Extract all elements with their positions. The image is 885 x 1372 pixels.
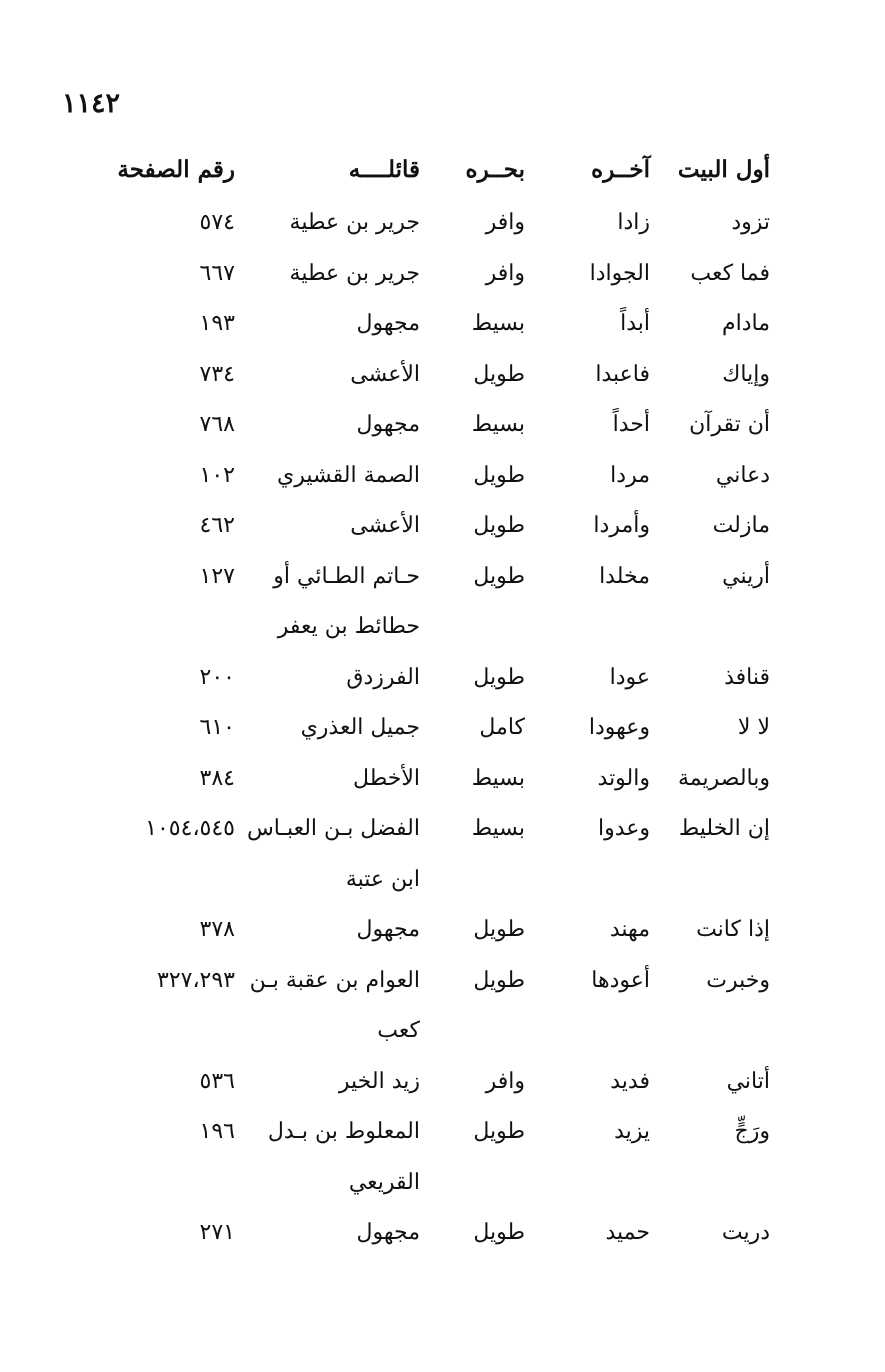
cell-first-word: لا لا [737, 715, 770, 740]
cell-poet: حطائط بن يعفر [277, 614, 420, 639]
cell-poet: مجهول [356, 917, 420, 942]
cell-poet: المعلوط بن بـدل [267, 1119, 420, 1144]
cell-meter: طويل [473, 664, 525, 690]
cell-last-word: أحداً [612, 412, 650, 437]
cell-poet: الأعشى [350, 361, 420, 387]
page-number: ١١٤٢ [62, 88, 121, 119]
cell-meter: وافر [485, 260, 525, 286]
cell-page-ref: ١٢٧ [199, 563, 235, 589]
table-row [90, 1062, 770, 1113]
table-row [90, 658, 770, 709]
cell-page-ref: ٥٧٤ [199, 210, 235, 235]
cell-meter: بسيط [471, 816, 525, 841]
cell-last-word: عودا [609, 664, 650, 690]
cell-meter: طويل [473, 361, 525, 387]
table-row [90, 355, 770, 406]
cell-meter: كامل [479, 715, 525, 740]
table-row [90, 759, 770, 810]
cell-page-ref: ١٩٦ [199, 1119, 235, 1144]
cell-poet: القريعي [348, 1169, 420, 1195]
cell-first-word: تزود [731, 210, 770, 235]
header-meter: بحــره [465, 156, 525, 183]
table-header [90, 150, 770, 203]
table-row [90, 607, 770, 658]
cell-last-word: وعهودا [588, 715, 650, 740]
cell-first-word: أن تقرآن [689, 412, 770, 437]
table-row [90, 961, 770, 1012]
cell-page-ref: ١٠٥٤،٥٤٥ [145, 816, 235, 841]
header-first-word: أول البيت [677, 156, 770, 183]
table-row [90, 254, 770, 305]
cell-last-word: أبداً [620, 311, 650, 336]
table-row [90, 809, 770, 860]
cell-first-word: أتاني [726, 1068, 770, 1094]
cell-first-word: مازلت [712, 513, 770, 538]
table-row [90, 708, 770, 759]
cell-poet: كعب [377, 1018, 420, 1043]
header-poet: قائلــــه [348, 156, 420, 183]
table-row [90, 557, 770, 608]
verse-index-table [90, 150, 770, 1264]
cell-first-word: أريني [722, 563, 770, 589]
cell-meter: طويل [473, 513, 525, 538]
cell-page-ref: ٦١٠ [199, 715, 235, 740]
cell-poet: الفرزدق [346, 664, 420, 690]
cell-page-ref: ٢٧١ [199, 1220, 235, 1245]
cell-poet: الأخطل [353, 765, 420, 791]
table-row [90, 910, 770, 961]
cell-meter: طويل [473, 563, 525, 589]
header-page: رقم الصفحة [117, 156, 235, 183]
cell-meter: وافر [485, 1068, 525, 1094]
cell-poet: مجهول [356, 1220, 420, 1245]
cell-last-word: مهند [609, 917, 650, 942]
cell-meter: طويل [473, 1119, 525, 1144]
cell-first-word: دريت [721, 1220, 770, 1245]
table-row [90, 1163, 770, 1214]
cell-first-word: إن الخليط [678, 816, 770, 841]
cell-last-word: الجوادا [589, 260, 650, 286]
cell-poet: زيد الخير [338, 1068, 420, 1094]
cell-first-word: إذا كانت [696, 917, 770, 942]
cell-last-word: والوتد [597, 765, 650, 791]
cell-last-word: مخلدا [599, 563, 650, 589]
table-row [90, 506, 770, 557]
cell-meter: بسيط [471, 765, 525, 791]
cell-last-word: يزيد [614, 1119, 650, 1144]
cell-meter: بسيط [471, 311, 525, 336]
table-row [90, 304, 770, 355]
cell-first-word: قنافذ [724, 664, 770, 690]
cell-page-ref: ٤٦٢ [199, 513, 235, 538]
cell-page-ref: ١٠٢ [199, 462, 235, 488]
cell-poet: جرير بن عطية [289, 260, 420, 286]
cell-last-word: وعدوا [597, 816, 650, 841]
cell-poet: ابن عتبة [345, 866, 420, 892]
cell-last-word: أعودها [591, 967, 650, 993]
cell-first-word: وبالصريمة [677, 765, 770, 791]
cell-first-word: وإياك [722, 361, 770, 387]
cell-poet: مجهول [356, 311, 420, 336]
cell-poet: مجهول [356, 412, 420, 437]
cell-last-word: فاعبدا [595, 361, 650, 387]
table-row [90, 860, 770, 911]
cell-page-ref: ٧٣٤ [199, 361, 235, 387]
cell-meter: طويل [473, 917, 525, 942]
cell-poet: الفضل بـن العبـاس [246, 816, 420, 841]
cell-meter: طويل [473, 462, 525, 488]
cell-last-word: فديد [610, 1068, 650, 1094]
cell-page-ref: ٥٣٦ [199, 1068, 235, 1094]
cell-first-word: دعاني [715, 462, 770, 488]
cell-poet: جميل العذري [300, 715, 420, 740]
cell-last-word: حميد [605, 1220, 650, 1245]
cell-first-word: ورَجٍّ [734, 1119, 770, 1144]
table-row [90, 405, 770, 456]
cell-meter: بسيط [471, 412, 525, 437]
cell-first-word: فما كعب [690, 260, 770, 286]
cell-meter: طويل [473, 967, 525, 993]
cell-page-ref: ٣٧٨ [199, 917, 235, 942]
table-body [90, 203, 770, 1264]
table-row [90, 203, 770, 254]
cell-first-word: مادام [721, 311, 770, 336]
cell-poet: حـاتم الطـائي أو [273, 563, 420, 589]
cell-page-ref: ١٩٣ [199, 311, 235, 336]
cell-last-word: زادا [617, 210, 650, 235]
cell-poet: جرير بن عطية [289, 210, 420, 235]
cell-poet: الأعشى [350, 513, 420, 538]
table-row [90, 1011, 770, 1062]
cell-page-ref: ٣٨٤ [199, 765, 235, 791]
cell-last-word: مردا [610, 462, 650, 488]
cell-meter: وافر [485, 210, 525, 235]
cell-page-ref: ٣٢٧،٢٩٣ [157, 967, 235, 993]
cell-page-ref: ٧٦٨ [199, 412, 235, 437]
cell-poet: العوام بن عقبة بـن [249, 967, 420, 993]
cell-meter: طويل [473, 1220, 525, 1245]
cell-poet: الصمة القشيري [277, 462, 420, 488]
table-row [90, 1213, 770, 1264]
cell-last-word: وأمردا [593, 513, 650, 538]
cell-page-ref: ٢٠٠ [199, 664, 235, 690]
table-row [90, 456, 770, 507]
cell-first-word: وخبرت [706, 967, 770, 993]
header-last-word: آخــره [591, 156, 650, 183]
cell-page-ref: ٦٦٧ [199, 260, 235, 286]
table-row [90, 1112, 770, 1163]
